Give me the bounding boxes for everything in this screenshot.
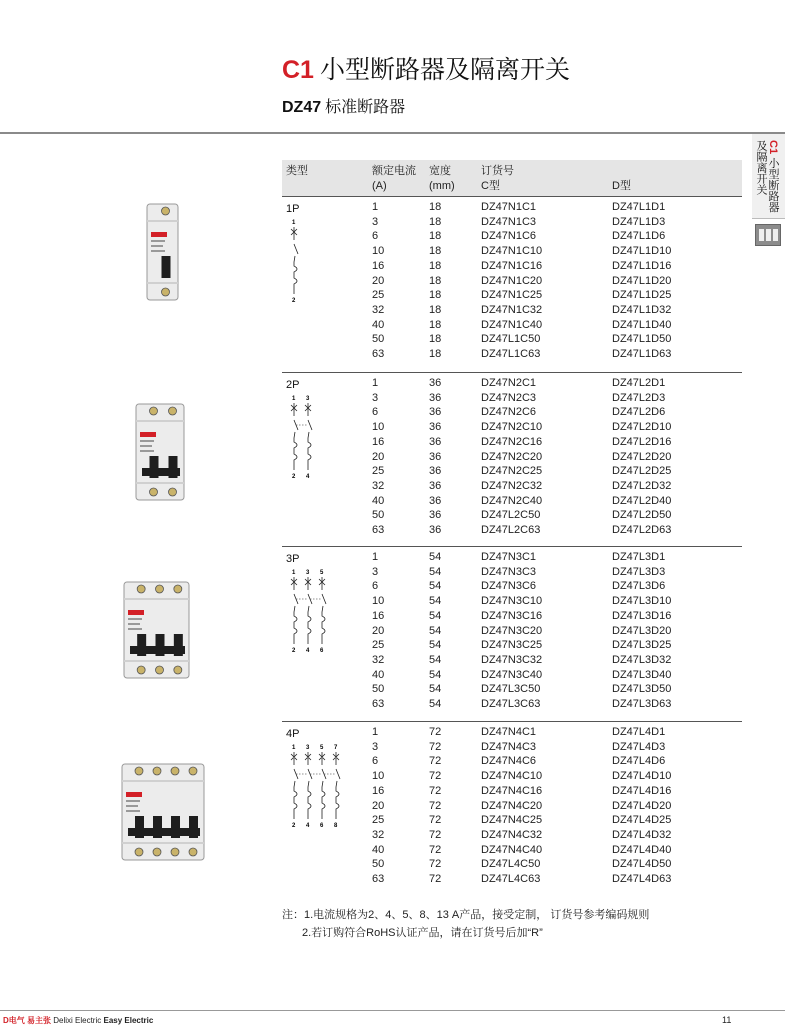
- group-name: 1P: [286, 203, 300, 215]
- cell-c-order: DZ47N1C20: [481, 274, 543, 287]
- header-width: 宽度: [429, 165, 451, 177]
- cell-width: 18: [429, 303, 442, 316]
- side-tab-label: [755, 140, 779, 212]
- cell-c-order: DZ47N2C25: [481, 465, 543, 478]
- cell-width: 54: [429, 551, 442, 563]
- cell-d-order: DZ47L2D16: [612, 435, 672, 448]
- cell-width: 72: [429, 755, 442, 768]
- cell-current: 50: [372, 858, 385, 871]
- cell-c-order: DZ47N1C10: [481, 245, 543, 258]
- cell-d-order: DZ47L2D20: [612, 450, 672, 463]
- table-row: [282, 609, 742, 623]
- model-name: DZ47: [282, 99, 322, 116]
- cell-c-order: DZ47N4C1: [481, 726, 537, 738]
- table-row: [282, 303, 742, 317]
- cell-current: 25: [372, 814, 385, 827]
- table-row: [282, 550, 742, 564]
- terminal-label: 1: [292, 570, 296, 576]
- cell-width: 18: [429, 333, 442, 346]
- table-row: [282, 244, 742, 258]
- cell-c-order: DZ47N3C20: [481, 624, 543, 637]
- cell-c-order: DZ47N1C40: [481, 318, 543, 331]
- cell-width: 54: [429, 653, 442, 666]
- cell-c-order: DZ47N2C32: [481, 479, 543, 492]
- cell-width: 72: [429, 873, 442, 885]
- table-row: [282, 259, 742, 273]
- cell-d-order: DZ47L2D3: [612, 391, 666, 404]
- cell-d-order: DZ47L3D63: [612, 698, 672, 710]
- terminal-label: 2: [292, 474, 296, 480]
- cell-current: 63: [372, 348, 385, 360]
- circuit-symbol-icon: [286, 741, 356, 861]
- group-4p: [282, 721, 742, 887]
- cell-width: 18: [429, 245, 442, 258]
- cell-width: 72: [429, 784, 442, 797]
- cell-width: 36: [429, 406, 442, 419]
- table-row: [282, 565, 742, 579]
- cell-d-order: DZ47L4D1: [612, 726, 666, 738]
- terminal-label: 4: [306, 474, 310, 480]
- cell-c-order: DZ47N3C40: [481, 668, 543, 681]
- table-row: [282, 391, 742, 405]
- table-row: [282, 288, 742, 302]
- cell-current: 1: [372, 201, 379, 213]
- terminal-label: 7: [334, 745, 338, 751]
- cell-current: 32: [372, 828, 385, 841]
- cell-width: 54: [429, 565, 442, 578]
- cell-d-order: DZ47L3D20: [612, 624, 672, 637]
- cell-current: 25: [372, 465, 385, 478]
- header-d-type: D型: [612, 180, 631, 192]
- terminal-label: 5: [320, 745, 324, 751]
- cell-c-order: DZ47N3C10: [481, 595, 543, 608]
- cell-width: 54: [429, 580, 442, 593]
- cell-d-order: DZ47L1D3: [612, 215, 666, 228]
- cell-d-order: DZ47L1D40: [612, 318, 672, 331]
- cell-current: 10: [372, 421, 385, 434]
- cell-width: 36: [429, 509, 442, 522]
- cell-c-order: DZ47N3C32: [481, 653, 543, 666]
- cell-d-order: DZ47L3D6: [612, 580, 666, 593]
- cell-width: 36: [429, 494, 442, 507]
- side-section-tab[interactable]: [752, 134, 785, 219]
- cell-c-order: DZ47N2C16: [481, 435, 543, 448]
- cell-width: 54: [429, 624, 442, 637]
- table-row: [282, 435, 742, 449]
- cell-d-order: DZ47L4D63: [612, 873, 672, 885]
- cell-c-order: DZ47N3C25: [481, 639, 543, 652]
- group-name: 3P: [286, 553, 300, 565]
- table-row: [282, 638, 742, 652]
- breaker-product-image: [120, 760, 210, 870]
- group-1p: [282, 196, 742, 362]
- group-divider: [282, 721, 742, 722]
- footer-brand: D电气 易主张: [3, 1016, 51, 1025]
- side-tab-line2: 及隔离开关: [755, 140, 767, 195]
- cell-width: 72: [429, 843, 442, 856]
- cell-c-order: DZ47N4C25: [481, 814, 543, 827]
- cell-d-order: DZ47L3D32: [612, 653, 672, 666]
- cell-d-order: DZ47L4D10: [612, 770, 672, 783]
- terminal-label: 1: [292, 220, 296, 226]
- cell-c-order: DZ47N4C32: [481, 828, 543, 841]
- terminal-label: 8: [334, 823, 338, 829]
- cell-d-order: DZ47L4D6: [612, 755, 666, 768]
- terminal-label: 3: [306, 745, 310, 751]
- cell-d-order: DZ47L1D50: [612, 333, 672, 346]
- table-row: [282, 523, 742, 537]
- cell-d-order: DZ47L3D3: [612, 565, 666, 578]
- subtitle-text: 标准断路器: [325, 99, 406, 116]
- cell-c-order: DZ47L1C63: [481, 348, 541, 360]
- cell-current: 16: [372, 609, 385, 622]
- cell-width: 18: [429, 259, 442, 272]
- cell-current: 3: [372, 391, 379, 404]
- cell-width: 36: [429, 465, 442, 478]
- cell-current: 32: [372, 303, 385, 316]
- cell-current: 25: [372, 639, 385, 652]
- breaker-product-image: [122, 578, 195, 688]
- cell-c-order: DZ47N3C6: [481, 580, 537, 593]
- header-c-type: C型: [481, 180, 500, 192]
- terminal-label: 3: [306, 396, 310, 402]
- table-row: [282, 200, 742, 214]
- cell-width: 54: [429, 609, 442, 622]
- cell-current: 63: [372, 873, 385, 885]
- cell-c-order: DZ47N4C16: [481, 784, 543, 797]
- group-divider: [282, 546, 742, 547]
- cell-c-order: DZ47N2C1: [481, 377, 537, 389]
- cell-c-order: DZ47N4C6: [481, 755, 537, 768]
- group-name: 2P: [286, 379, 300, 391]
- group-3p: [282, 546, 742, 712]
- cell-current: 10: [372, 770, 385, 783]
- table-row: [282, 274, 742, 288]
- cell-width: 54: [429, 668, 442, 681]
- cell-current: 16: [372, 435, 385, 448]
- cell-width: 18: [429, 201, 442, 213]
- cell-c-order: DZ47N4C40: [481, 843, 543, 856]
- cell-width: 18: [429, 289, 442, 302]
- cell-d-order: DZ47L4D40: [612, 843, 672, 856]
- cell-current: 6: [372, 755, 379, 768]
- table-row: [282, 624, 742, 638]
- page-title: [282, 50, 570, 86]
- table-row: [282, 420, 742, 434]
- table-row: [282, 725, 742, 739]
- cell-current: 50: [372, 333, 385, 346]
- cell-c-order: DZ47N1C25: [481, 289, 543, 302]
- cell-c-order: DZ47N4C10: [481, 770, 543, 783]
- cell-d-order: DZ47L3D50: [612, 683, 672, 696]
- table-row: [282, 318, 742, 332]
- note-line-1: 注：1.电流规格为2、4、5、8、13 A产品，接受定制， 订货号参考编码规则: [282, 909, 650, 921]
- group-divider: [282, 196, 742, 197]
- cell-d-order: DZ47L1D6: [612, 230, 666, 243]
- cell-width: 72: [429, 770, 442, 783]
- header-type: 类型: [286, 165, 308, 177]
- cell-width: 54: [429, 683, 442, 696]
- cell-d-order: DZ47L1D63: [612, 348, 672, 360]
- cell-width: 18: [429, 348, 442, 360]
- cell-c-order: DZ47N3C16: [481, 609, 543, 622]
- breaker-product-image: [145, 200, 184, 310]
- cell-c-order: DZ47N1C3: [481, 215, 537, 228]
- side-tab-code: C1: [767, 140, 779, 155]
- cell-current: 6: [372, 230, 379, 243]
- cell-c-order: DZ47L1C50: [481, 333, 541, 346]
- cell-current: 16: [372, 784, 385, 797]
- cell-current: 20: [372, 624, 385, 637]
- table-row: [282, 450, 742, 464]
- cell-d-order: DZ47L4D32: [612, 828, 672, 841]
- cell-d-order: DZ47L3D1: [612, 551, 666, 563]
- cell-width: 54: [429, 595, 442, 608]
- page-number: 11: [722, 1015, 732, 1025]
- header-width-unit: (mm): [429, 180, 455, 192]
- cell-current: 32: [372, 653, 385, 666]
- table-row: [282, 653, 742, 667]
- cell-d-order: DZ47L2D63: [612, 524, 672, 536]
- cell-c-order: DZ47N1C6: [481, 230, 537, 243]
- footer-company: Delixi Electric: [53, 1016, 102, 1025]
- cell-width: 36: [429, 421, 442, 434]
- circuit-symbol-icon: [286, 216, 314, 336]
- cell-d-order: DZ47L2D1: [612, 377, 666, 389]
- cell-c-order: DZ47L3C63: [481, 698, 541, 710]
- cell-c-order: DZ47N2C20: [481, 450, 543, 463]
- terminal-label: 4: [306, 823, 310, 829]
- terminal-label: 2: [292, 648, 296, 654]
- cell-current: 40: [372, 843, 385, 856]
- cell-c-order: DZ47N4C20: [481, 799, 543, 812]
- cell-width: 18: [429, 215, 442, 228]
- cell-d-order: DZ47L1D16: [612, 259, 672, 272]
- cell-c-order: DZ47N1C1: [481, 201, 537, 213]
- table-row: [282, 347, 742, 361]
- terminal-label: 2: [292, 298, 296, 304]
- header-current-unit: (A): [372, 180, 387, 192]
- table-row: [282, 579, 742, 593]
- cell-c-order: DZ47N3C1: [481, 551, 537, 563]
- bottom-divider: [0, 1010, 785, 1011]
- cell-current: 40: [372, 494, 385, 507]
- cell-width: 72: [429, 858, 442, 871]
- cell-width: 18: [429, 318, 442, 331]
- cell-d-order: DZ47L2D50: [612, 509, 672, 522]
- cell-d-order: DZ47L2D40: [612, 494, 672, 507]
- group-divider: [282, 372, 742, 373]
- cell-current: 20: [372, 450, 385, 463]
- circuit-symbol-icon: [286, 392, 328, 512]
- cell-d-order: DZ47L3D16: [612, 609, 672, 622]
- cell-current: 16: [372, 259, 385, 272]
- cell-d-order: DZ47L1D10: [612, 245, 672, 258]
- section-title: 小型断路器及隔离开关: [319, 56, 570, 84]
- cell-d-order: DZ47L2D25: [612, 465, 672, 478]
- cell-c-order: DZ47L4C63: [481, 873, 541, 885]
- section-code: C1: [282, 56, 314, 84]
- table-row: [282, 594, 742, 608]
- table-row: [282, 229, 742, 243]
- terminal-label: 5: [320, 570, 324, 576]
- cell-d-order: DZ47L4D3: [612, 740, 666, 753]
- table-row: [282, 479, 742, 493]
- cell-current: 1: [372, 726, 379, 738]
- cell-width: 72: [429, 799, 442, 812]
- cell-d-order: DZ47L3D40: [612, 668, 672, 681]
- table-row: [282, 668, 742, 682]
- cell-width: 36: [429, 450, 442, 463]
- cell-current: 25: [372, 289, 385, 302]
- cell-c-order: DZ47N2C10: [481, 421, 543, 434]
- cell-width: 72: [429, 828, 442, 841]
- table-row: [282, 494, 742, 508]
- footer-slogan: Easy Electric: [103, 1016, 154, 1025]
- cell-d-order: DZ47L3D25: [612, 639, 672, 652]
- cell-current: 40: [372, 668, 385, 681]
- cell-d-order: DZ47L4D16: [612, 784, 672, 797]
- cell-current: 50: [372, 509, 385, 522]
- cell-width: 18: [429, 230, 442, 243]
- terminal-label: 4: [306, 648, 310, 654]
- cell-current: 63: [372, 698, 385, 710]
- cell-width: 36: [429, 435, 442, 448]
- circuit-symbol-icon: [286, 566, 342, 686]
- table-row: [282, 697, 742, 711]
- terminal-label: 3: [306, 570, 310, 576]
- cell-c-order: DZ47N2C6: [481, 406, 537, 419]
- table-row: [282, 376, 742, 390]
- cell-current: 3: [372, 565, 379, 578]
- cell-c-order: DZ47N3C3: [481, 565, 537, 578]
- cell-width: 54: [429, 639, 442, 652]
- cell-current: 3: [372, 215, 379, 228]
- cell-width: 72: [429, 740, 442, 753]
- group-2p: [282, 372, 742, 538]
- cell-width: 36: [429, 391, 442, 404]
- note-line-2: 2.若订购符合RoHS认证产品，请在订货号后加“R”: [302, 927, 543, 939]
- cell-current: 6: [372, 580, 379, 593]
- cell-d-order: DZ47L4D50: [612, 858, 672, 871]
- terminal-label: 6: [320, 648, 324, 654]
- cell-current: 40: [372, 318, 385, 331]
- cell-current: 10: [372, 245, 385, 258]
- cell-current: 1: [372, 377, 379, 389]
- cell-c-order: DZ47N2C40: [481, 494, 543, 507]
- cell-d-order: DZ47L2D10: [612, 421, 672, 434]
- table-row: [282, 464, 742, 478]
- cell-c-order: DZ47N2C3: [481, 391, 537, 404]
- cell-d-order: DZ47L1D32: [612, 303, 672, 316]
- cell-width: 72: [429, 726, 442, 738]
- header-current: 额定电流: [372, 165, 416, 177]
- terminal-label: 1: [292, 396, 296, 402]
- cell-width: 54: [429, 698, 442, 710]
- breaker-product-image: [134, 400, 190, 510]
- cell-width: 72: [429, 814, 442, 827]
- table-header: [282, 160, 742, 196]
- cell-d-order: DZ47L3D10: [612, 595, 672, 608]
- page-subtitle: [282, 94, 405, 117]
- group-name: 4P: [286, 728, 300, 740]
- terminal-label: 6: [320, 823, 324, 829]
- breaker-thumbnail-icon: [755, 224, 781, 246]
- cell-d-order: DZ47L4D20: [612, 799, 672, 812]
- terminal-label: 2: [292, 823, 296, 829]
- cell-c-order: DZ47L2C63: [481, 524, 541, 536]
- table-row: [282, 508, 742, 522]
- top-divider: [0, 132, 785, 134]
- cell-current: 20: [372, 799, 385, 812]
- cell-c-order: DZ47N1C16: [481, 259, 543, 272]
- cell-current: 6: [372, 406, 379, 419]
- cell-width: 36: [429, 479, 442, 492]
- cell-d-order: DZ47L2D32: [612, 479, 672, 492]
- terminal-label: 1: [292, 745, 296, 751]
- cell-d-order: DZ47L1D25: [612, 289, 672, 302]
- cell-width: 36: [429, 377, 442, 389]
- table-row: [282, 405, 742, 419]
- table-row: [282, 215, 742, 229]
- cell-c-order: DZ47L3C50: [481, 683, 541, 696]
- cell-current: 20: [372, 274, 385, 287]
- cell-c-order: DZ47L2C50: [481, 509, 541, 522]
- cell-current: 3: [372, 740, 379, 753]
- cell-c-order: DZ47L4C50: [481, 858, 541, 871]
- cell-c-order: DZ47N1C32: [481, 303, 543, 316]
- header-order: 订货号: [481, 165, 514, 177]
- cell-d-order: DZ47L1D1: [612, 201, 666, 213]
- cell-d-order: DZ47L1D20: [612, 274, 672, 287]
- cell-c-order: DZ47N4C3: [481, 740, 537, 753]
- table-row: [282, 872, 742, 886]
- table-row: [282, 332, 742, 346]
- side-tab-line1: 小型断路器: [767, 157, 779, 213]
- cell-d-order: DZ47L2D6: [612, 406, 666, 419]
- footer-logo: [3, 1015, 153, 1026]
- cell-current: 32: [372, 479, 385, 492]
- cell-width: 36: [429, 524, 442, 536]
- cell-current: 1: [372, 551, 379, 563]
- table-row: [282, 682, 742, 696]
- cell-current: 10: [372, 595, 385, 608]
- cell-current: 50: [372, 683, 385, 696]
- cell-width: 18: [429, 274, 442, 287]
- cell-d-order: DZ47L4D25: [612, 814, 672, 827]
- cell-current: 63: [372, 524, 385, 536]
